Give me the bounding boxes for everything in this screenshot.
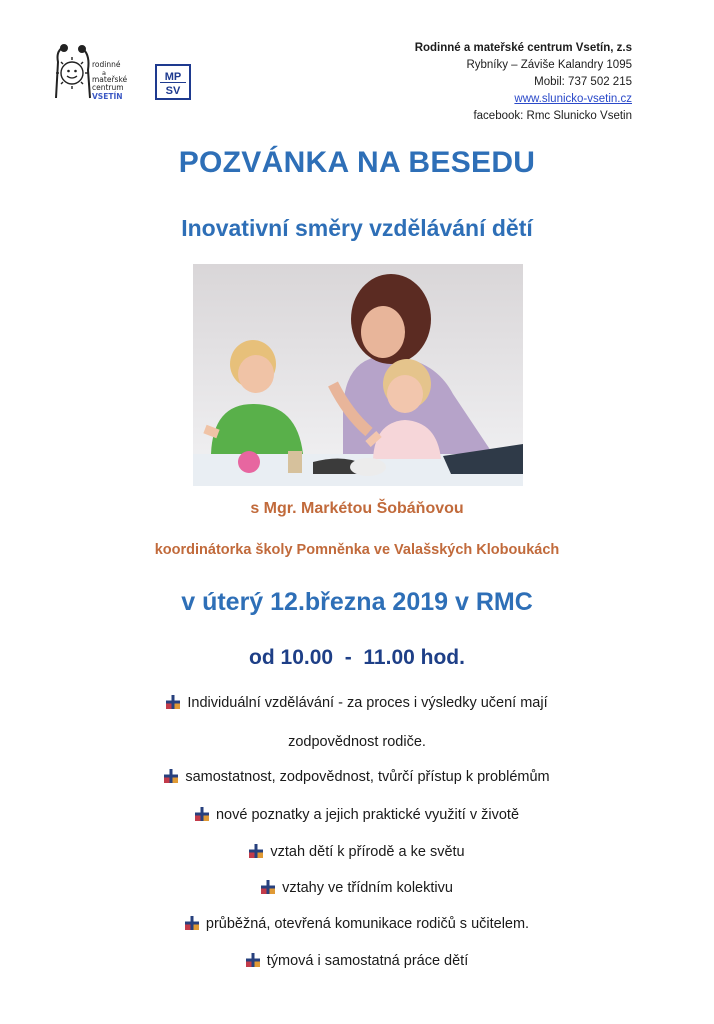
speaker-role: koordinátorka školy Pomněnka ve Valašských Kloboukách <box>154 542 560 558</box>
list-item <box>0 916 714 932</box>
list-item <box>0 844 714 860</box>
sun-icon <box>56 57 88 89</box>
plus-bullet-icon <box>164 769 178 783</box>
bullet-text: zodpovědnost rodiče. <box>288 734 426 750</box>
plus-bullet-icon <box>246 953 260 967</box>
list-item <box>0 880 714 896</box>
logo-line: rodinné <box>92 60 121 69</box>
address: Rybníky – Záviše Kalandry 1095 <box>466 59 632 71</box>
website-link[interactable]: www.slunicko-vsetin.cz <box>514 93 632 105</box>
logo-line: mateřské <box>92 75 128 84</box>
event-date: v úterý 12.března 2019 v RMC <box>181 588 533 616</box>
mpsv-logo <box>155 64 191 100</box>
logo-line: VSETÍN <box>92 92 123 101</box>
event-time: od 10.00 - 11.00 hod. <box>249 646 465 669</box>
list-item <box>0 769 714 785</box>
bullet-text: vztah dětí k přírodě a ke světu <box>270 844 465 860</box>
list-item <box>0 695 714 711</box>
page-subtitle: Inovativní směry vzdělávání dětí <box>181 215 533 241</box>
bullet-text: samostatnost, zodpovědnost, tvůrčí přístup k problémům <box>185 769 550 785</box>
page-title: POZVÁNKA NA BESEDU <box>178 146 536 179</box>
bullet-text: Individuální vzdělávání - za proces i výsledky učení mají <box>187 695 548 711</box>
plus-bullet-icon <box>249 844 263 858</box>
list-item <box>0 807 714 823</box>
list-item <box>0 734 714 750</box>
bullet-text: vztahy ve třídním kolektivu <box>282 880 453 896</box>
bullet-text: průběžná, otevřená komunikace rodičů s učitelem. <box>205 916 530 932</box>
plus-bullet-icon <box>166 695 180 709</box>
speaker-name: s Mgr. Markétou Šobáňovou <box>250 500 464 517</box>
bullet-text: nové poznatky a jejich praktické využití v životě <box>215 807 520 823</box>
phone: Mobil: 737 502 215 <box>534 76 632 88</box>
plus-bullet-icon <box>261 880 275 894</box>
org-name: Rodinné a mateřské centrum Vsetín, z.s <box>414 42 632 54</box>
logo-line: a <box>102 69 106 77</box>
svg-text:MP: MP <box>164 71 182 83</box>
bullet-text: týmová i samostatná práce dětí <box>266 953 469 969</box>
contact-block <box>415 40 632 125</box>
plus-bullet-icon <box>195 807 209 821</box>
plus-bullet-icon <box>185 916 199 930</box>
mpsv-logo-mark <box>157 66 189 98</box>
rmc-logo <box>52 42 144 104</box>
svg-text:SV: SV <box>165 85 181 97</box>
facebook: facebook: Rmc Slunicko Vsetin <box>473 110 632 122</box>
logo-line: centrum <box>92 83 124 92</box>
photo-teacher-with-children <box>193 264 523 486</box>
list-item <box>0 953 714 969</box>
